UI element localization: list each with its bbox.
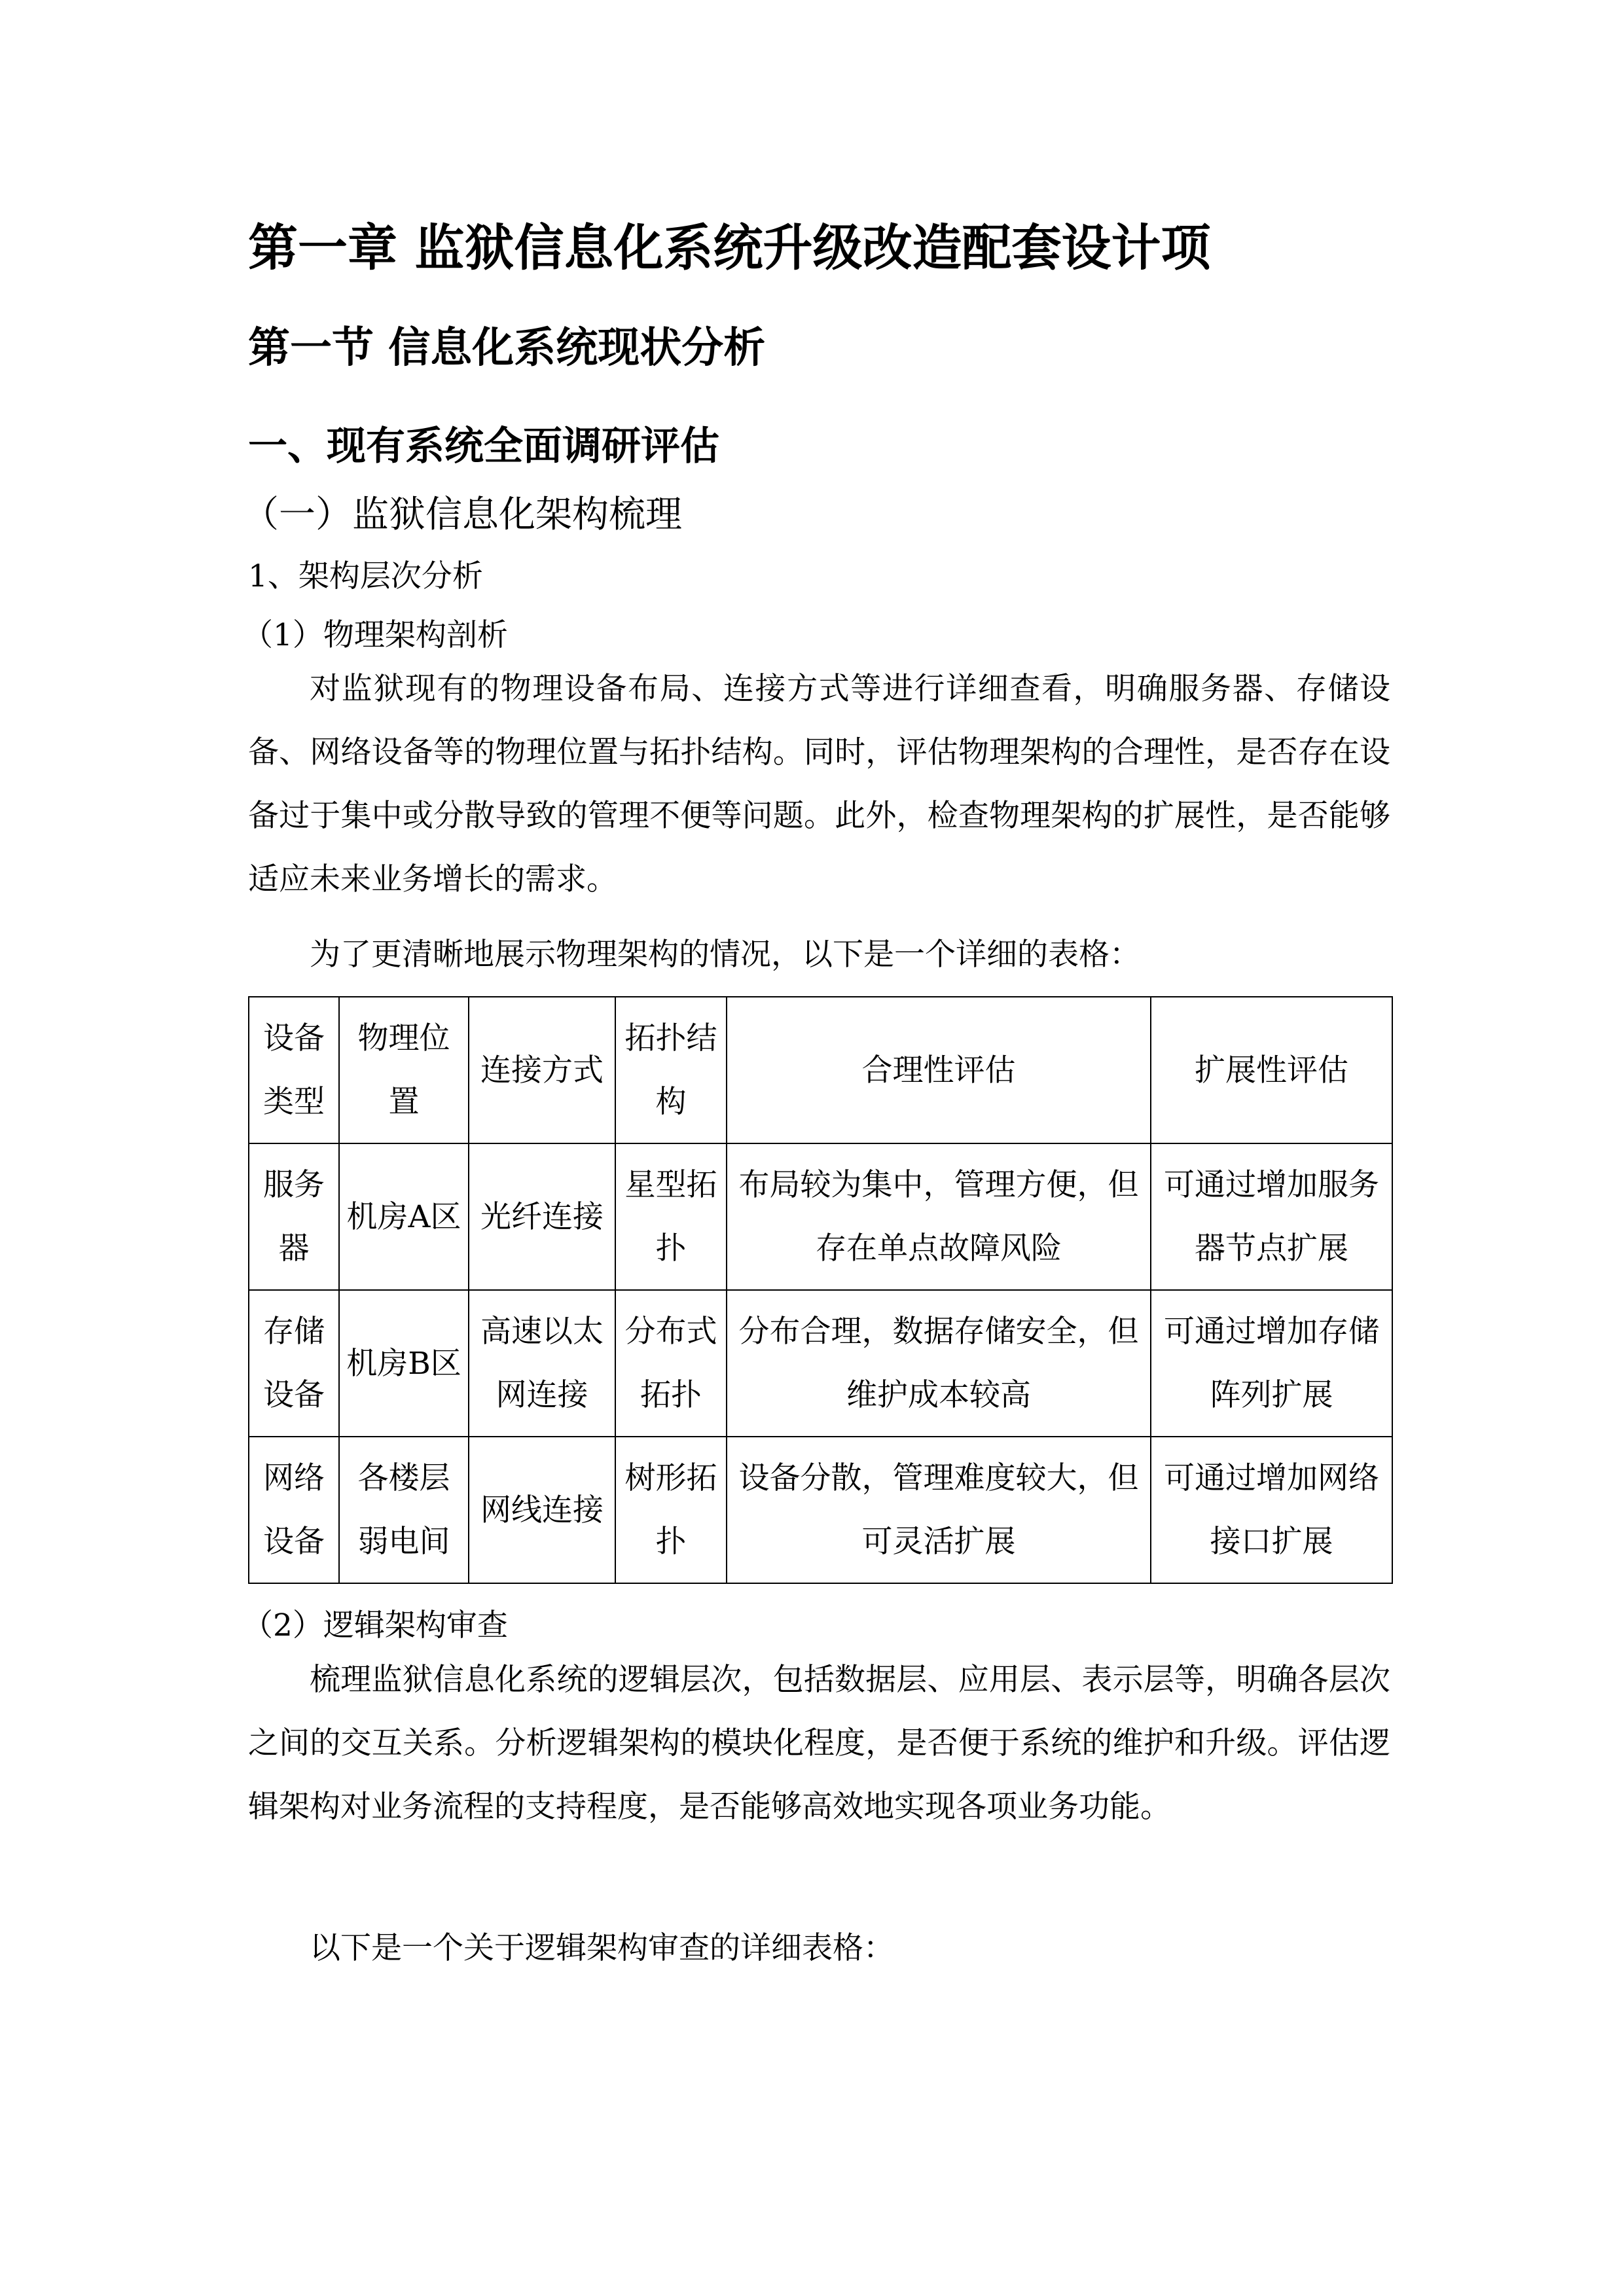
table-row xyxy=(249,1290,1392,1437)
heading-3: 1、架构层次分析 xyxy=(248,558,483,594)
table-cell: 分布式拓扑 xyxy=(615,1290,727,1437)
table-header: 连接方式 xyxy=(469,997,615,1143)
paragraph-text: 为了更清晰地展示物理架构的情况，以下是一个详细的表格： xyxy=(310,937,1140,973)
table-cell: 高速以太网连接 xyxy=(469,1290,615,1437)
table-cell: 光纤连接 xyxy=(469,1143,615,1290)
paragraph-physical xyxy=(248,657,1390,911)
table-cell: 服务器 xyxy=(249,1143,339,1290)
chapter-title: 第一章 监狱信息化系统升级改造配套设计项 xyxy=(248,219,1211,277)
paragraph-text: 以下是一个关于逻辑架构审查的详细表格： xyxy=(310,1930,894,1966)
table-cell: 设备分散，管理难度较大，但可灵活扩展 xyxy=(727,1437,1151,1583)
subheading-logical: （2）逻辑架构审查 xyxy=(242,1607,508,1643)
table-header: 物理位置 xyxy=(339,997,469,1143)
subheading-physical: （1）物理架构剖析 xyxy=(242,617,508,653)
heading-2: （一）监狱信息化架构梳理 xyxy=(242,493,682,536)
paragraph-table-intro xyxy=(248,923,1390,986)
table-cell: 网络设备 xyxy=(249,1437,339,1583)
table-cell: 分布合理，数据存储安全，但维护成本较高 xyxy=(727,1290,1151,1437)
table-cell: 网线连接 xyxy=(469,1437,615,1583)
table-row xyxy=(249,1143,1392,1290)
table-header: 拓扑结构 xyxy=(615,997,727,1143)
paragraph-text: 对监狱现有的物理设备布局、连接方式等进行详细查看，明确服务器、存储设备、网络设备等的物理位置与拓扑结构。同时，评估物理架构的合理性，是否存在设备过于集中或分散导致的管理不便等问题。此外，检查物理架构的扩展性，是否能够适应未来业务增长的需求。 xyxy=(248,671,1390,897)
table-cell: 布局较为集中，管理方便，但存在单点故障风险 xyxy=(727,1143,1151,1290)
table-row xyxy=(249,1437,1392,1583)
table-cell: 可通过增加网络接口扩展 xyxy=(1151,1437,1392,1583)
table-cell: 可通过增加服务器节点扩展 xyxy=(1151,1143,1392,1290)
physical-architecture-table xyxy=(248,996,1393,1584)
section-title: 第一节 信息化系统现状分析 xyxy=(248,324,766,372)
table-cell: 各楼层弱电间 xyxy=(339,1437,469,1583)
table-header-row xyxy=(249,997,1392,1143)
table-header: 设备类型 xyxy=(249,997,339,1143)
paragraph-logical-intro xyxy=(248,1916,1390,1980)
table-cell: 机房A区 xyxy=(339,1143,469,1290)
paragraph-text: 梳理监狱信息化系统的逻辑层次，包括数据层、应用层、表示层等，明确各层次之间的交互关系。分析逻辑架构的模块化程度，是否便于系统的维护和升级。评估逻辑架构对业务流程的支持程度，是否能够高效地实现各项业务功能。 xyxy=(248,1662,1390,1825)
table-cell: 星型拓扑 xyxy=(615,1143,727,1290)
table-header: 扩展性评估 xyxy=(1151,997,1392,1143)
heading-1: 一、现有系统全面调研评估 xyxy=(248,423,719,469)
table-cell: 机房B区 xyxy=(339,1290,469,1437)
table-cell: 可通过增加存储阵列扩展 xyxy=(1151,1290,1392,1437)
table-cell: 树形拓扑 xyxy=(615,1437,727,1583)
paragraph-logical xyxy=(248,1648,1390,1839)
table-header: 合理性评估 xyxy=(727,997,1151,1143)
table-cell: 存储设备 xyxy=(249,1290,339,1437)
